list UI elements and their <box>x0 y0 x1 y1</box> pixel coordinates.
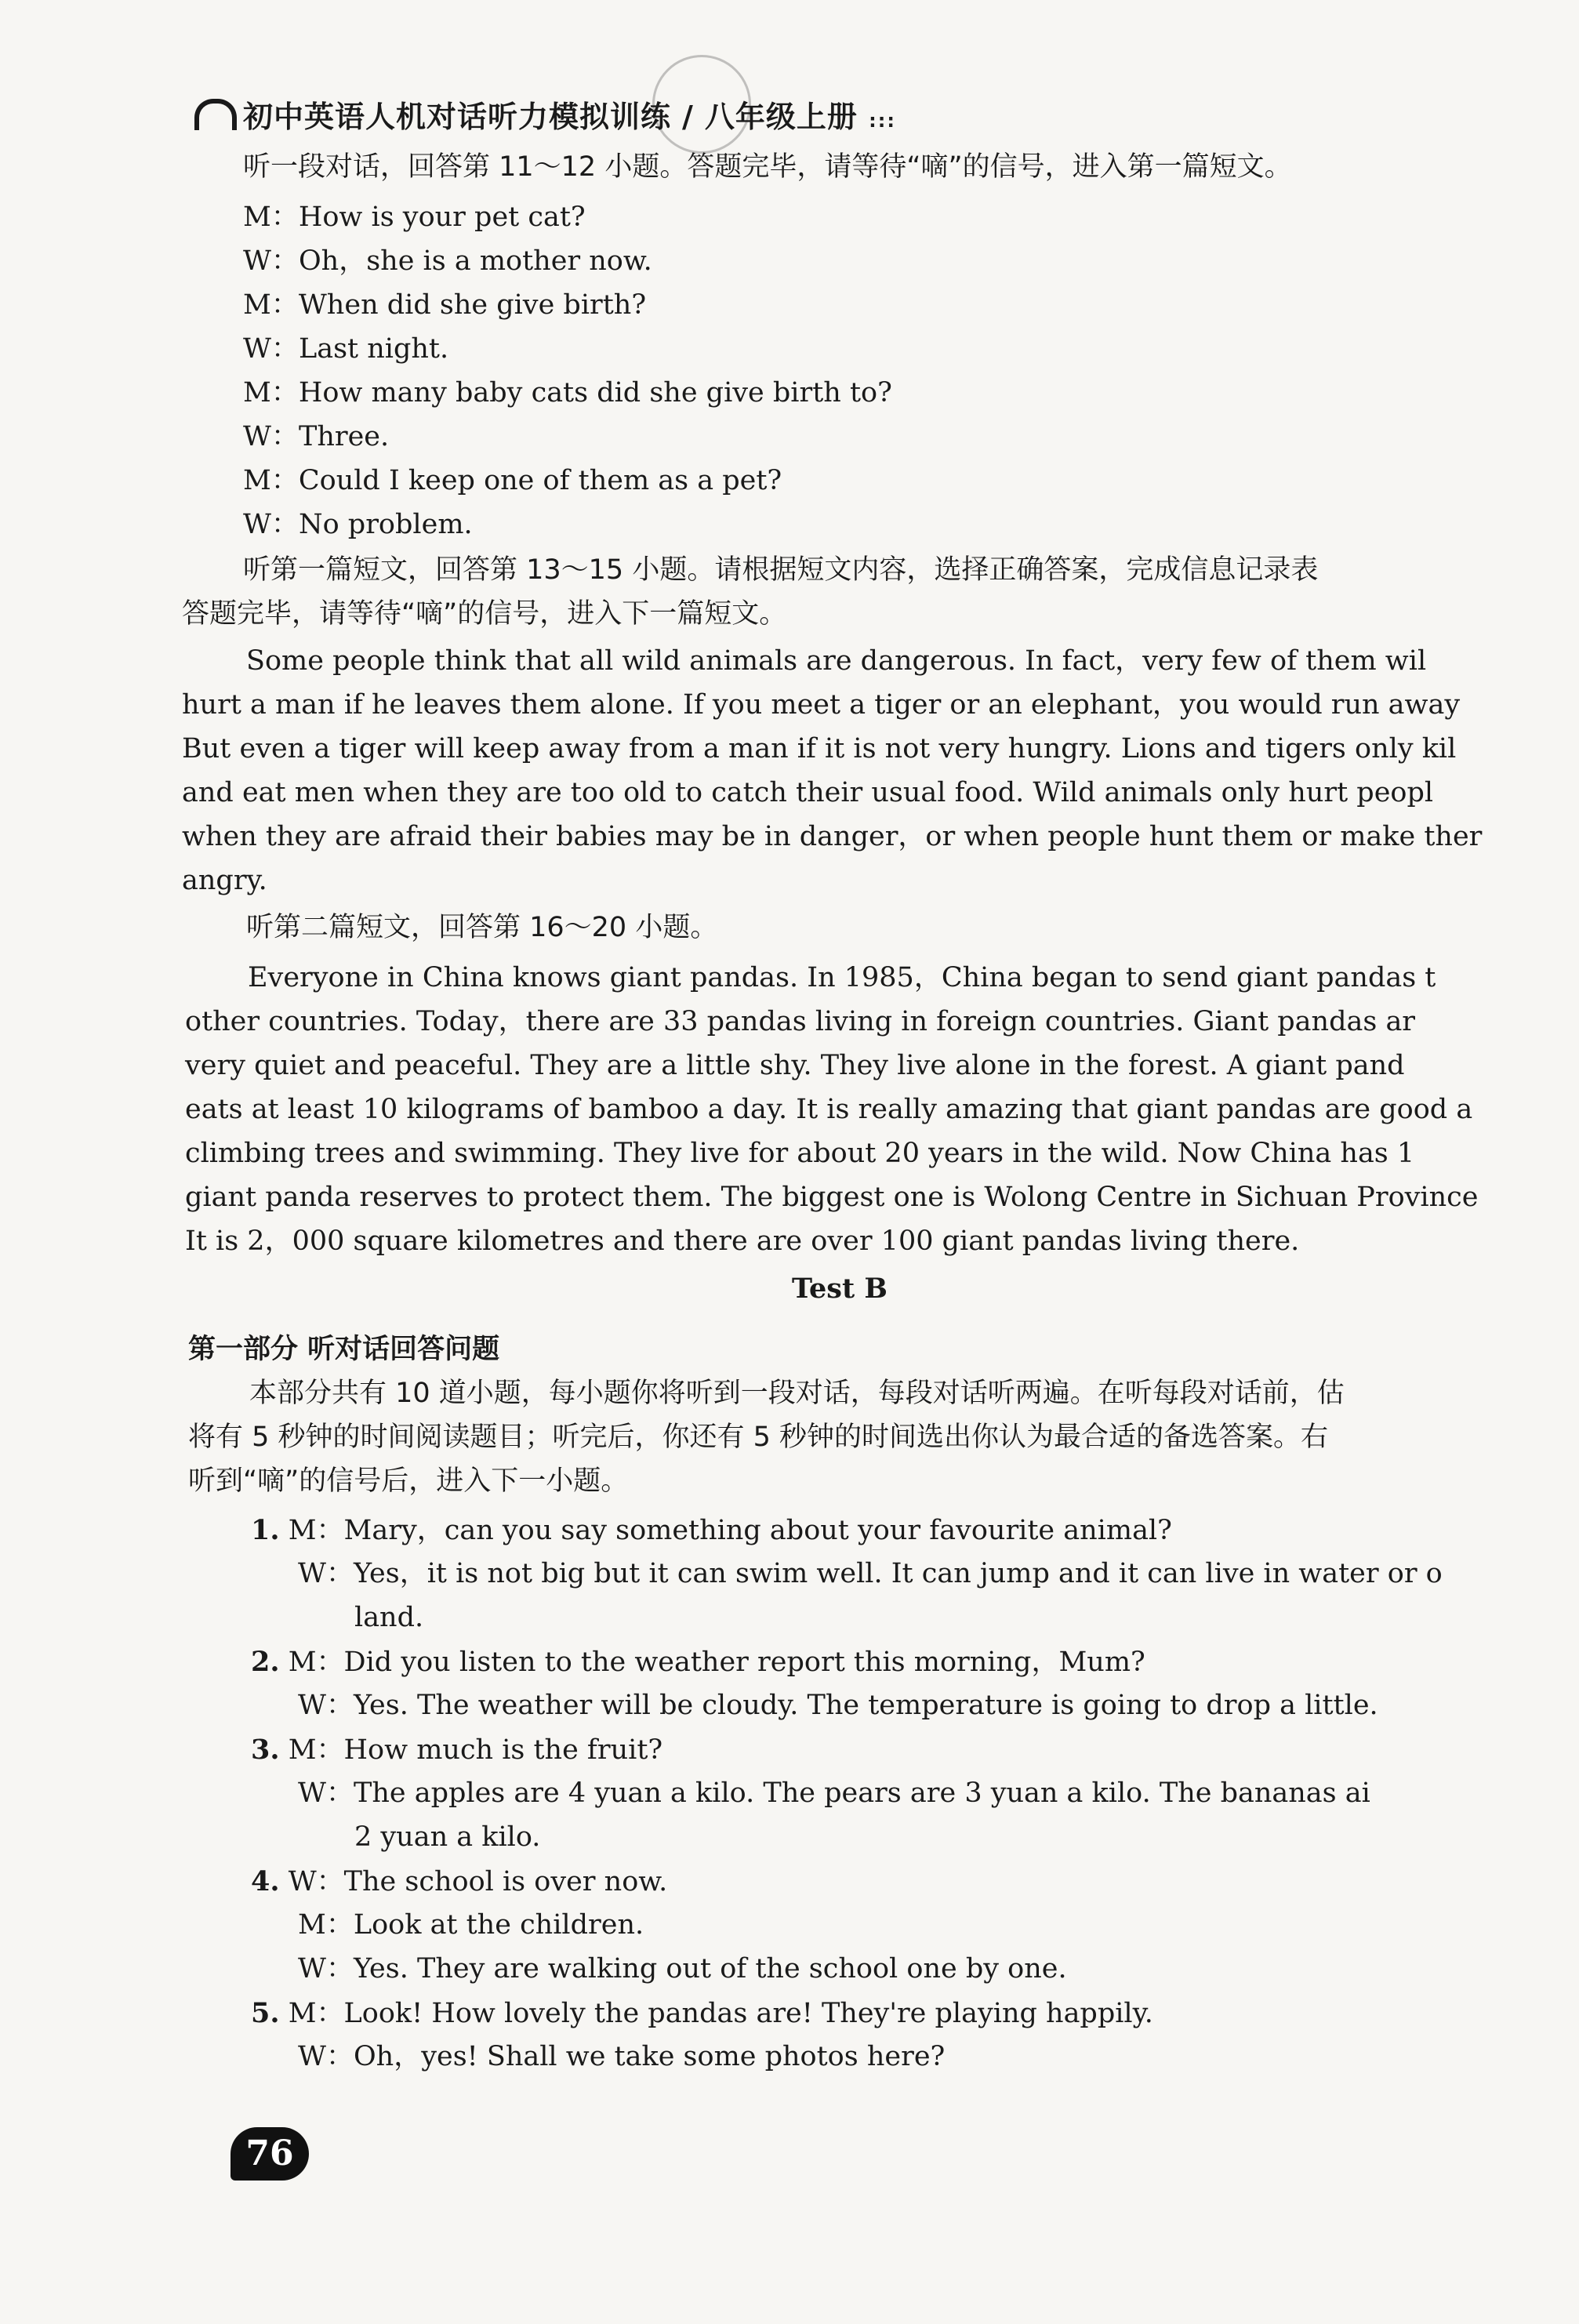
test-b-title: Test B <box>792 1273 888 1305</box>
passage2-text: very quiet and peaceful. They are a little shy. They live alone in the forest. A giant pand <box>185 1050 1405 1081</box>
part-instruction: 本部分共有 10 道小题，每小题你将听到一段对话，每段对话听两遍。在听每段对话前，估 <box>249 1378 1345 1409</box>
list-item: W：The apples are 4 yuan a kilo. The pears are 3 yuan a kilo. The bananas ai <box>298 1777 1370 1809</box>
passage1-text: when they are afraid their babies may be in danger，or when people hunt them or make ther <box>182 821 1483 852</box>
passage2-text: It is 2，000 square kilometres and there are over 100 giant pandas living there. <box>185 1226 1300 1257</box>
dialogue-line: M：Could I keep one of them as a pet? <box>243 465 782 496</box>
list-item: land. <box>354 1602 424 1633</box>
list-item: 2. M：Did you listen to the weather report this morning，Mum? <box>251 1646 1145 1678</box>
part-instruction: 听到“嘀”的信号后，进入下一小题。 <box>188 1465 629 1497</box>
list-item: W：Yes. They are walking out of the school one by one. <box>298 1953 1067 1984</box>
passage1-text: and eat men when they are too old to catch their usual food. Wild animals only hurt peopl <box>182 777 1434 808</box>
dialogue-line: W：Last night. <box>243 333 449 365</box>
dialogue-line: M：How many baby cats did she give birth to? <box>243 377 892 409</box>
list-item: W：Yes. The weather will be cloudy. The temperature is going to drop a little. <box>298 1690 1378 1721</box>
header-dots: ::: <box>869 110 896 132</box>
page-number: 76 <box>230 2127 309 2181</box>
passage2-instruction: 听第二篇短文，回答第 16～20 小题。 <box>246 912 718 943</box>
list-item: W：Yes，it is not big but it can swim well. It can jump and it can live in water or o <box>298 1558 1443 1589</box>
passage2-text: other countries. Today，there are 33 pandas living in foreign countries. Giant pandas ar <box>185 1006 1416 1037</box>
section1-instruction: 听一段对话，回答第 11～12 小题。答题完毕，请等待“嘀”的信号，进入第一篇短文。 <box>243 151 1292 183</box>
list-item: 2 yuan a kilo. <box>354 1821 541 1853</box>
passage1-text: angry. <box>182 865 267 896</box>
list-item: 3. M：How much is the fruit? <box>251 1734 663 1766</box>
passage1-text: Some people think that all wild animals are dangerous. In fact，very few of them wil <box>246 645 1427 677</box>
list-item: 4. W：The school is over now. <box>251 1865 668 1897</box>
list-item: 1. M：Mary，can you say something about your favourite animal? <box>251 1514 1172 1546</box>
dialogue-line: W：No problem. <box>243 509 473 540</box>
passage1-text: hurt a man if he leaves them alone. If you meet a tiger or an elephant，you would run away <box>182 689 1461 721</box>
headphones-icon <box>194 99 237 130</box>
passage1-instruction: 听第一篇短文，回答第 13～15 小题。请根据短文内容，选择正确答案，完成信息记录表 <box>243 554 1319 586</box>
part-instruction: 将有 5 秒钟的时间阅读题目；听完后，你还有 5 秒钟的时间选出你认为最合适的备选答案。右 <box>188 1422 1329 1453</box>
passage2-text: eats at least 10 kilograms of bamboo a day. It is really amazing that giant pandas are good a <box>185 1094 1473 1125</box>
list-item: W：Oh，yes! Shall we take some photos here? <box>298 2041 946 2072</box>
passage2-text: Everyone in China knows giant pandas. In 1985，China began to send giant pandas t <box>248 962 1436 993</box>
list-item: 5. M：Look! How lovely the pandas are! They're playing happily. <box>251 1997 1153 2029</box>
passage2-text: climbing trees and swimming. They live for about 20 years in the wild. Now China has 1 <box>185 1138 1415 1169</box>
passage1-instruction: 答题完毕，请等待“嘀”的信号，进入下一篇短文。 <box>182 598 787 630</box>
dialogue-line: W：Three. <box>243 421 390 452</box>
passage1-text: But even a tiger will keep away from a man if it is not very hungry. Lions and tigers only kil <box>182 733 1457 764</box>
dialogue-line: M：When did she give birth? <box>243 289 647 321</box>
book-title: 初中英语人机对话听力模拟训练 <box>243 100 672 134</box>
list-item: M：Look at the children. <box>298 1909 644 1941</box>
dialogue-line: W：Oh，she is a mother now. <box>243 245 652 277</box>
part-title: 第一部分 听对话回答问题 <box>188 1334 500 1365</box>
running-header: 初中英语人机对话听力模拟训练 / 八年级上册 ::: <box>194 93 896 136</box>
passage2-text: giant panda reserves to protect them. The biggest one is Wolong Centre in Sichuan Province <box>185 1182 1479 1213</box>
dialogue-line: M：How is your pet cat? <box>243 202 586 233</box>
grade-label: 八年级上册 <box>704 100 858 134</box>
